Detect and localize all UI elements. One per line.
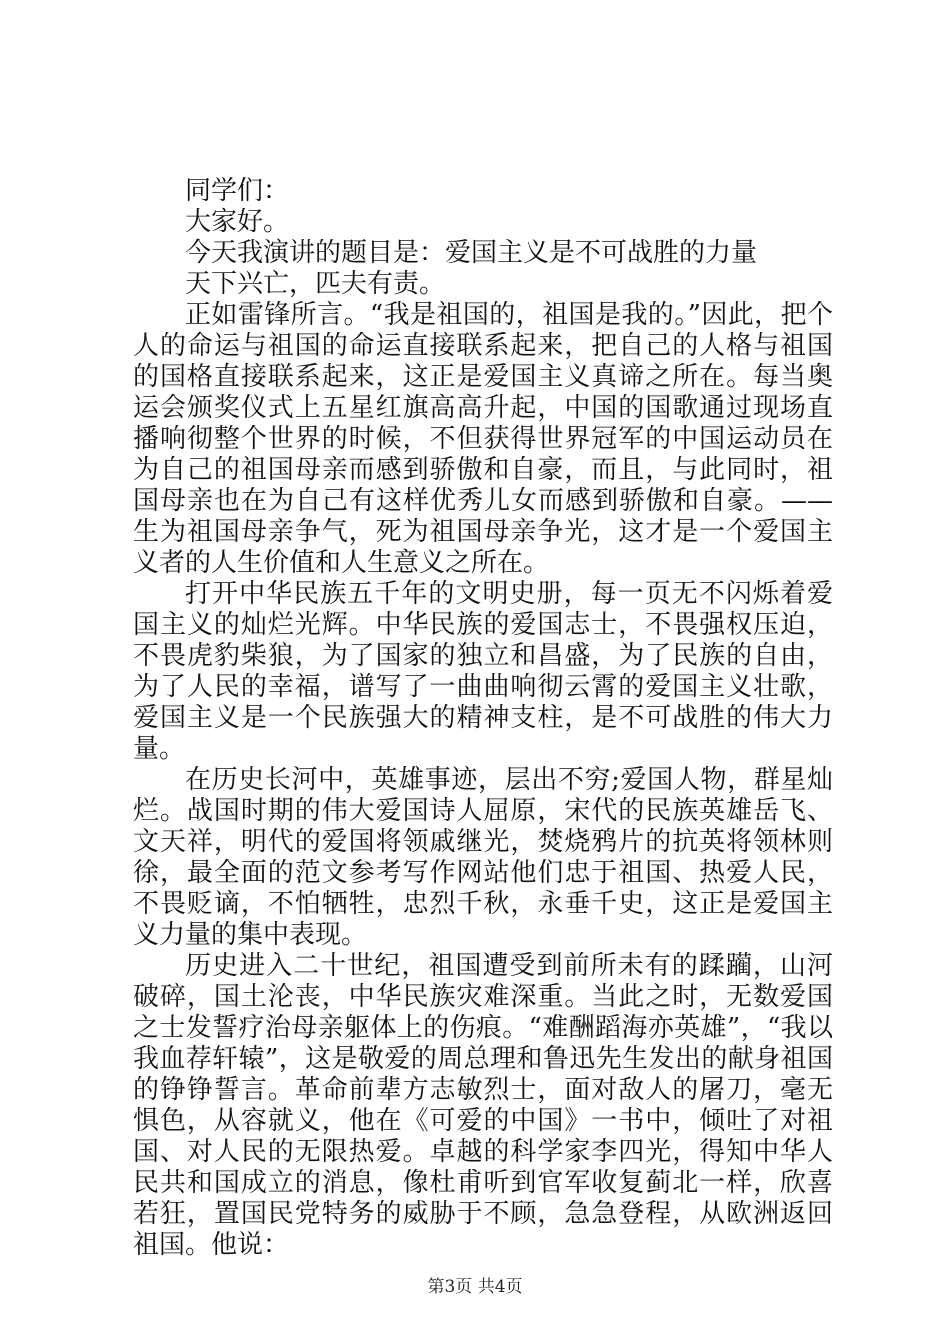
body-paragraph: 历史进入二十世纪，祖国遭受到前所未有的蹂躏，山河破碎，国土沦丧，中华民族灾难深重。当此之时，无数爱国之士发誓疗治母亲躯体上的伤痕。“难酬蹈海亦英雄”，“我以我血荐轩辕”，这是敬爱的周总理和鲁迅先生发出的献身祖国的铮铮誓言。革命前辈方志敏烈士，面对敌人的屠刀，毫无惧色，从容就义，他在《可爱的中国》一书中，倾吐了对祖国、对人民的无限热爱。卓越的科学家李四光，得知中华人民共和国成立的消息，像杜甫听到官军收复蓟北一样，欣喜若狂，置国民党特务的威胁于不顾，急急登程，从欧洲返回祖国。他说： <box>133 951 833 1260</box>
motto-paragraph: 天下兴亡，匹夫有责。 <box>185 269 446 299</box>
greeting-paragraph: 同学们： <box>185 176 290 206</box>
body-paragraph: 打开中华民族五千年的文明史册，每一页无不闪烁着爱国主义的灿烂光辉。中华民族的爱国志士，不畏强权压迫，不畏虎豹柴狼，为了国家的独立和昌盛，为了民族的自由，为了人民的幸福，谱写了一曲曲响彻云霄的爱国主义壮歌，爱国主义是一个民族强大的精神支柱，是不可战胜的伟大力量。 <box>133 579 833 764</box>
topic-paragraph: 今天我演讲的题目是：爱国主义是不可战胜的力量 <box>185 238 758 268</box>
document-body <box>133 176 833 1261</box>
body-paragraph: 在历史长河中，英雄事迹，层出不穷;爱国人物，群星灿烂。战国时期的伟大爱国诗人屈原，宋代的民族英雄岳飞、文天祥，明代的爱国将领戚继光，焚烧鸦片的抗英将领林则徐，最全面的范文参考写作网站他们忠于祖国、热爱人民，不畏贬谪，不怕牺牲，忠烈千秋，永垂千史，这正是爱国主义力量的集中表现。 <box>133 765 833 950</box>
page-number-footer: 第3页 共4页 <box>427 1277 523 1297</box>
salutation-paragraph: 大家好。 <box>185 207 290 237</box>
body-paragraph: 正如雷锋所言。“我是祖国的，祖国是我的。”因此，把个人的命运与祖国的命运直接联系起来，把自己的人格与祖国的国格直接联系起来，这正是爱国主义真谛之所在。每当奥运会颁奖仪式上五星红旗高高升起，中国的国歌通过现场直播响彻整个世界的时候，不但获得世界冠军的中国运动员在为自己的祖国母亲而感到骄傲和自豪，而且，与此同时，祖国母亲也在为自己有这样优秀儿女而感到骄傲和自豪。——生为祖国母亲争气，死为祖国母亲争光，这才是一个爱国主义者的人生价值和人生意义之所在。 <box>133 300 833 578</box>
